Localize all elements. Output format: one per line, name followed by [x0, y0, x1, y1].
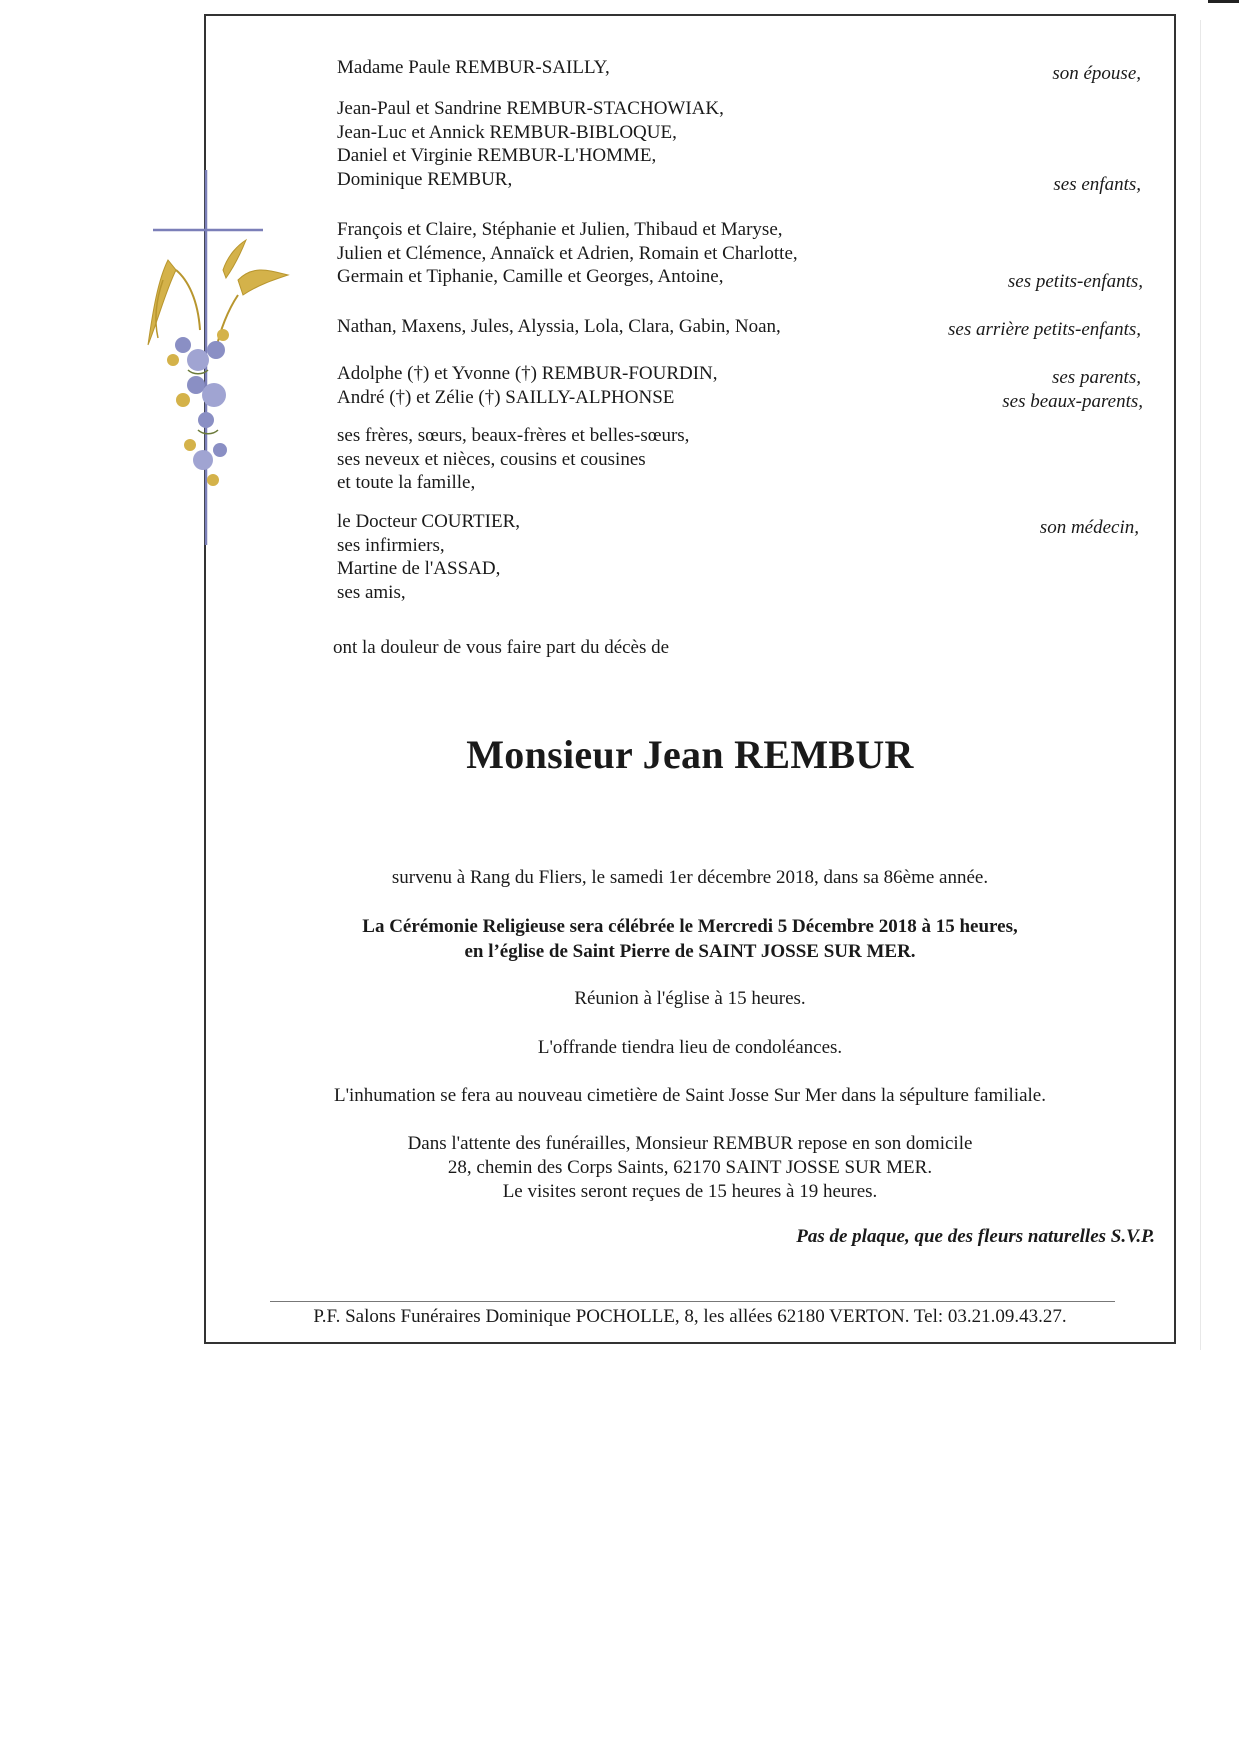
family-name-line: ses infirmiers, [337, 534, 445, 556]
family-group-children [337, 97, 724, 191]
ceremony-line-1: La Cérémonie Religieuse sera célébrée le Mercredi 5 Décembre 2018 à 15 heures, [362, 916, 1018, 937]
family-name-line: Jean-Luc et Annick REMBUR-BIBLOQUE, [337, 121, 677, 143]
family-name-line: Martine de l'ASSAD, [337, 558, 501, 579]
family-group-caregivers [337, 510, 520, 604]
deceased-name: Monsieur Jean REMBUR [466, 732, 914, 777]
relation-spouse: son épouse, [1052, 63, 1141, 84]
family-name-line: Nathan, Maxens, Jules, Alyssia, Lola, Clara, Gabin, Noan, [337, 316, 781, 337]
offering-info: L'offrande tiendra lieu de condoléances. [537, 1037, 843, 1058]
relation-doctor: son médecin, [1039, 517, 1139, 538]
flowers-icon [167, 329, 229, 486]
meeting-info: Réunion à l'église à 15 heures. [574, 988, 806, 1009]
family-name-line: François et Claire, Stéphanie et Julien, Thibaud et Maryse, [337, 219, 783, 240]
family-name-line: Madame Paule REMBUR-SAILLY, [337, 57, 610, 78]
relation-great-grandchildren: ses arrière petits-enfants, [948, 319, 1141, 340]
family-group-grandchildren [337, 218, 798, 289]
family-name-line: Julien et Clémence, Annaïck et Adrien, Romain et Charlotte, [337, 242, 798, 264]
closing-note: Pas de plaque, que des fleurs naturelles S.V.P. [796, 1226, 1155, 1247]
relation-in-laws: ses beaux-parents, [1002, 391, 1143, 412]
family-name-line: Adolphe (†) et Yvonne (†) REMBUR-FOURDIN, [337, 363, 718, 384]
cross-wheat-ornament [128, 160, 308, 560]
family-name-line: ses frères, sœurs, beaux-frères et belles-sœurs, [337, 425, 690, 446]
family-name-line: et toute la famille, [337, 472, 476, 493]
relation-parents: ses parents, [1051, 367, 1141, 388]
relation-grandchildren: ses petits-enfants, [1007, 271, 1143, 292]
scan-edge [1200, 20, 1201, 1350]
family-group-spouse [337, 56, 610, 80]
intro-text: ont la douleur de vous faire part du décès de [333, 637, 670, 658]
family-name-line: Daniel et Virginie REMBUR-L'HOMME, [337, 145, 657, 166]
relation-children: ses enfants, [1053, 174, 1141, 195]
family-group-great-grandchildren [337, 315, 781, 339]
scan-mark [1208, 0, 1239, 3]
family-name-line: le Docteur COURTIER, [337, 511, 521, 532]
family-name-line: Dominique REMBUR, [337, 168, 513, 190]
death-info: survenu à Rang du Fliers, le samedi 1er décembre 2018, dans sa 86ème année. [391, 867, 989, 888]
family-name-line: ses neveux et nièces, cousins et cousines [337, 448, 646, 470]
rest-line-2: 28, chemin des Corps Saints, 62170 SAINT JOSSE SUR MER. [447, 1157, 933, 1178]
family-name-line: ses amis, [337, 581, 406, 603]
rest-line-1: Dans l'attente des funérailles, Monsieur REMBUR repose en son domicile [407, 1133, 973, 1154]
footer-divider [270, 1301, 1115, 1302]
rest-line-3: Le visites seront reçues de 15 heures à 19 heures. [502, 1181, 878, 1202]
family-name-line: Germain et Tiphanie, Camille et Georges, Antoine, [337, 266, 724, 287]
funeral-home-footer: P.F. Salons Funéraires Dominique POCHOLLE, 8, les allées 62180 VERTON. Tel: 03.21.09.43.27. [313, 1306, 1067, 1327]
family-name-line: André (†) et Zélie (†) SAILLY-ALPHONSE [337, 386, 675, 408]
family-group-parents [337, 362, 718, 409]
ceremony-line-2: en l’église de Saint Pierre de SAINT JOSSE SUR MER. [464, 941, 916, 962]
family-name-line: Jean-Paul et Sandrine REMBUR-STACHOWIAK, [337, 98, 724, 119]
family-group-extended [337, 424, 689, 495]
burial-info: L'inhumation se fera au nouveau cimetière de Saint Josse Sur Mer dans la sépulture familiale. [333, 1085, 1046, 1106]
